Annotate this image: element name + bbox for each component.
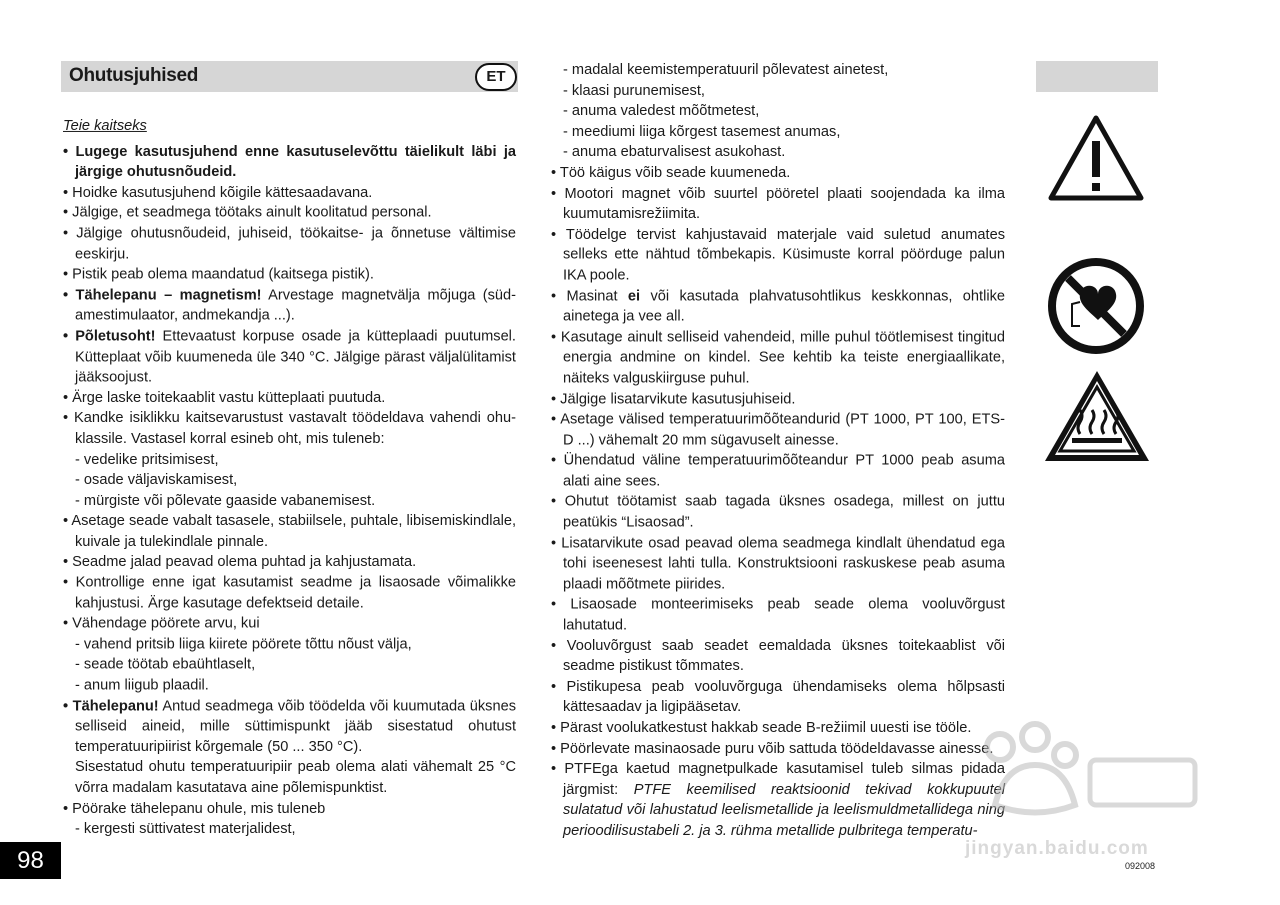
list-item: • Vähendage pöörete arvu, kui [63, 615, 260, 632]
list-text: • Masinat [551, 288, 628, 305]
list-item: • Kasutage ainult selliseid vahendeid, mille puhul töötlemisest tingitud energia andmine on kindel. See kehtib ka teiste energiaallikate, näiteks valguskiirguse puhul. [551, 329, 1005, 387]
list-item: • Mootori magnet võib suurtel pööretel plaati soojendada ka ilma kuumutamisrežiimita. [551, 185, 1005, 222]
list-item [551, 759, 1005, 841]
list-item: • Hoidke kasutusjuhend kõigile kättesaadavana. [63, 184, 373, 201]
list-item: • Vooluvõrgust saab seadet eemaldada üksnes toitekaablist või seadme pistikust tõmmates. [551, 637, 1005, 675]
list-text: Ettevaatust korpuse osade ja kütteplaadi puutumsel. Kütteplaat võib kuumeneda üle 340 °C. Jälgige pärast väljalülitamist jääksoojust. [75, 328, 516, 386]
page-number: 98 [0, 842, 61, 879]
subsection-title: Teie kaitseks [63, 117, 147, 134]
list-item: • Pistikupesa peab vooluvõrguga ühendamiseks olema hõlpsasti kättesaadav ja ligipääsetav. [551, 679, 1005, 716]
list-item: • Asetage välised temperatuurimõõteandurid (PT 1000, PT 100, ETS-D ...) vähemalt 20 mm sügavuselt ainesse. [551, 411, 1005, 449]
list-item: • Ühendatud väline temperatuurimõõteandur PT 1000 peab asuma alati aine sees. [551, 452, 1005, 490]
sub-item: - meediumi liiga kõrgest tasemest anumas, [563, 123, 841, 140]
hot-surface-icon [1042, 368, 1152, 464]
sub-item: - anuma ebaturvalisest asukohast. [563, 144, 786, 161]
sub-item: - osade väljaviskamisest, [75, 472, 238, 489]
list-item: • Kontrollige enne igat kasutamist seadme ja lisaosade võimalikke kahjustusi. Ärge kasutage defektseid detaile. [63, 574, 516, 612]
list-item [63, 696, 516, 758]
list-item: • Pöörake tähelepanu ohule, mis tuleneb [63, 800, 326, 817]
warning-label: • Põletusoht! [63, 328, 156, 345]
list-item: • Lisatarvikute osad peavad olema seadmega kindlalt ühendatud ega tohi iseenesest lahti tulla. Konstruktsiooni raskuskese peab asuma plaadi mõõtmete piirides. [551, 535, 1005, 593]
sub-item: - anum liigub plaadil. [75, 677, 209, 694]
watermark [965, 715, 1205, 865]
sub-item: - mürgiste või põlevate gaaside vabanemisest. [75, 492, 376, 509]
right-column [551, 60, 1005, 842]
no-pacemaker-icon [1046, 256, 1146, 356]
list-item: • Pöörlevate masinaosade puru võib sattuda töödeldavasse ainesse. [551, 740, 994, 757]
page-title: Ohutusjuhised [69, 65, 199, 86]
list-item [551, 286, 1005, 327]
warning-label: • Tähelepanu! [63, 698, 159, 714]
sub-item: - kergesti süttivatest materjalidest, [75, 821, 296, 838]
sub-item: - madalal keemistemperatuuril põlevatest ainetest, [563, 61, 889, 78]
paw-logo-icon [965, 715, 1205, 835]
list-item: • Kandke isiklikku kaitsevarustust vastavalt töödeldava vahendi ohu-klassile. Vastasel korral esineb oht, mis tuleneb: [63, 410, 516, 447]
language-badge: ET [475, 63, 517, 91]
watermark-text: jingyan.baidu.com [965, 838, 1149, 859]
left-column [63, 116, 516, 840]
list-item: • Pistik peab olema maandatud (kaitsega pistik). [63, 266, 374, 283]
sub-item: - vahend pritsib liiga kiirete pöörete tõttu nõust välja, [75, 636, 412, 653]
list-item: • Lisaosade monteerimiseks peab seade olema vooluvõrgust lahutatud. [551, 596, 1005, 634]
section-header-bar [61, 61, 518, 92]
sub-item: Sisestatud ohutu temperatuuripiir peab olema alati vähemalt 25 °C võrra madalam kasutatava aine põlemispunktist. [75, 759, 516, 797]
emphasis: ei [627, 288, 641, 305]
sub-item: - seade töötab ebaühtlaselt, [75, 656, 256, 673]
sub-item: - klaasi purunemisest, [563, 82, 705, 99]
list-item: • Töö käigus võib seade kuumeneda. [551, 164, 791, 181]
list-item: • Pärast voolukatkestust hakkab seade B-režiimil uuesti ise tööle. [551, 720, 972, 737]
list-item: • Ärge laske toitekaablit vastu kütteplaati puutuda. [63, 389, 386, 406]
sub-item: - vedelike pritsimisest, [75, 451, 219, 468]
list-item [63, 326, 516, 388]
list-item: • Jälgige, et seadmega töötaks ainult koolitatud personal. [63, 205, 432, 222]
list-item: • Ohutut töötamist saab tagada üksnes osadega, millest on juttu peatükis “Lisaosad”. [551, 493, 1005, 531]
list-item: • Asetage seade vabalt tasasele, stabiilsele, puhtale, libisemiskindlale, kuivale ja tulekindlale pinnale. [63, 513, 516, 550]
italic-note: PTFE keemilised reaktsioonid tekivad kokkupuutel sulatatud või lahustatud leelismetallide ja leelismuldmetallidega ning perioodilisustabeli 2. ja 3. rühma metallide pulbritega temperatu- [563, 781, 1005, 839]
list-text: Arvestage magnetvälja mõjuga (süd-amestimulaator, andmekandja ...). [75, 287, 516, 324]
list-item: • Jälgige ohutusnõudeid, juhiseid, töökaitse- ja õnnetuse vältimise eeskirju. [63, 225, 516, 263]
warning-label: • Tähelepanu – magnetism! [63, 287, 262, 304]
sub-item: - anuma valedest mõõtmetest, [563, 103, 760, 120]
right-header-bar [1036, 61, 1158, 92]
document-code: 092008 [1125, 861, 1156, 871]
list-item: • Seadme jalad peavad olema puhtad ja kahjustamata. [63, 554, 417, 571]
list-item [63, 285, 516, 326]
list-item: • Lugege kasutusjuhend enne kasutuselevõttu täielikult läbi ja järgige ohutusnõudeid. [63, 143, 516, 181]
list-item: • Töödelge tervist kahjustavaid materjale vaid suletud anumates selleks ette nähtud tõmbekapis. Küsimuste korral pöörduge palun IKA poole. [551, 226, 1005, 284]
warning-triangle-icon [1046, 113, 1146, 203]
list-text: • PTFEga kaetud magnetpulkade kasutamisel tuleb silmas pidada järgmist: [551, 761, 1005, 798]
list-item: • Jälgige lisatarvikute kasutusjuhiseid. [551, 391, 796, 408]
list-text: Antud seadmega võib töödelda või kuumutada üksnes selliseid aineid, mille süttimispunkt jääb sisestatud ohutust temperatuuripiirist kõrgemale (50 ... 350 °C). [75, 698, 516, 756]
list-text: või kasutada plahvatusohtlikus keskkonnas, ohtlike ainetega ja vee all. [563, 288, 1005, 325]
